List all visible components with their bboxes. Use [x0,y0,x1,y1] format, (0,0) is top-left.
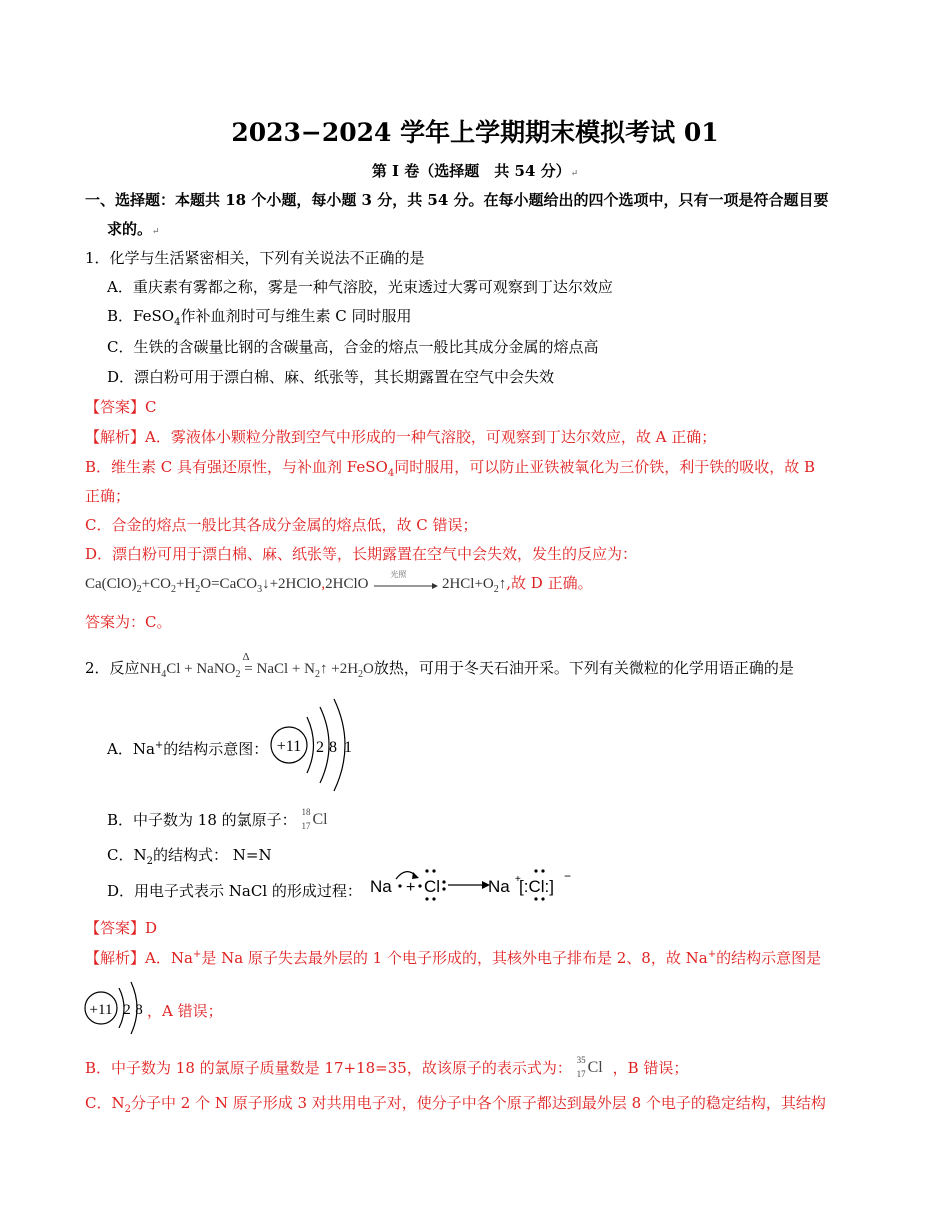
q2-stem: 2．反应$NH_4Cl$ + NaNO$_2$ Δ = NaCl + $N_2↑ +2H_2O$放热，可用于冬天石油开采。下列有关微粒的化学用语正确的是 [85,651,794,680]
q1-equation: $Ca(ClO)_2+CO_2+H_2O=CaCO_3↓+2HClO,2HClO$ 光照 $2HCl+O_2↑$,故 D 正确。 [85,569,593,595]
nacl-formation-diagram [368,862,578,904]
svg-text:+: + [406,879,416,896]
na-ion-structure-diagram [268,697,358,797]
q1-option-a: A．重庆素有雾都之称，雾是一种气溶胶，光束透过大雾可观察到丁达尔效应 [107,278,613,296]
q1-analysis-c: C．合金的熔点一般比其各成分金属的熔点低，故 C 错误； [85,516,478,534]
q1-option-d: D．漂白粉可用于漂白棉、麻、纸张等，其长期露置在空气中会失效 [107,368,555,386]
q1-analysis-d: D．漂白粉可用于漂白棉、麻、纸张等，长期露置在空气中会失效，发生的反应为： [85,545,638,563]
isotope-symbol-answer: 35 17 Cl [576,1055,603,1079]
q1-answer: 【答案】C [85,398,157,416]
q2-analysis-a: 【解析】A．Na+是 Na 原子失去最外层的 1 个电子形成的，其核外电子排布是 2、8，故 Na+的结构示意图是 [85,949,822,967]
svg-text:8: 8 [329,739,337,756]
q2-option-a: A．Na+的结构示意图： [107,740,269,758]
svg-text:2: 2 [123,1002,131,1018]
svg-text:Cl: Cl [424,877,441,896]
page-title: 2023−2024 学年上学期期末模拟考试 01 [231,118,719,147]
svg-text:8: 8 [135,1002,143,1018]
svg-text:2: 2 [316,739,324,756]
page-subtitle: 第 I 卷（选择题 共 54 分）↵ [371,162,579,180]
svg-text:+11: +11 [276,738,302,755]
svg-text:−: − [564,869,572,883]
light-arrow: 光照 [372,578,438,592]
q2-option-b: B．中子数为 18 的氯原子： 18 17 Cl [107,809,337,830]
q1-analysis-a: 【解析】A．雾液体小颗粒分散到空气中形成的一种气溶胶，可观察到丁达尔效应，故 A 正确； [85,428,717,446]
q1-stem: 1．化学与生活紧密相关，下列有关说法不正确的是 [85,249,425,267]
svg-text:Na: Na [488,877,510,896]
q2-option-c: C．$N_2$的结构式： N=N [107,846,272,867]
q2-analysis-a-tail: ，A 错误； [147,1002,223,1020]
q1-final: 答案为：C。 [85,613,172,631]
q1-analysis-b1: B．维生素 C 具有强还原性，与补血剂 FeSO$_4$同时服用，可以防止亚铁被氧化为三价铁，利于铁的吸收，故 B [85,458,816,479]
q2-reaction: $NH_4Cl$ + NaNO$_2$ Δ = NaCl + $N_2↑ +2H_2O$ [139,651,374,680]
section-heading-line2: 求的。↵ [107,220,160,238]
svg-text:+11: +11 [89,1002,113,1018]
q2-option-d: D．用电子式表示 NaCl 的形成过程： [107,882,362,900]
q1-option-c: C．生铁的含碳量比钢的含碳量高，合金的熔点一般比其成分金属的熔点高 [107,338,599,356]
svg-text:+: + [515,874,521,885]
svg-text:Na: Na [370,877,392,896]
isotope-symbol: 18 17 Cl [301,807,328,831]
q1-option-b: B．FeSO$_4$作补血剂时可与维生素 C 同时服用 [107,307,412,328]
svg-text:[:Cl:]: [:Cl:] [519,877,554,896]
q2-answer: 【答案】D [85,919,158,937]
q2-analysis-b: B．中子数为 18 的氯原子质量数是 17+18=35，故该原子的表示式为： 35 17 Cl ，B 错误； [85,1055,689,1079]
q1-analysis-b2: 正确； [85,487,131,505]
section-heading-line1: 一、选择题：本题共 18 个小题，每小题 3 分，共 54 分。在每小题给出的四个选项中，只有一项是符合题目要 [85,191,829,209]
na-ion-correct-diagram [83,980,155,1036]
q2-analysis-c: C．$N_2$分子中 2 个 N 原子形成 3 对共用电子对，使分子中各个原子都达到最外层 8 个电子的稳定结构，其结构 [85,1094,826,1115]
svg-text:1: 1 [344,739,352,756]
